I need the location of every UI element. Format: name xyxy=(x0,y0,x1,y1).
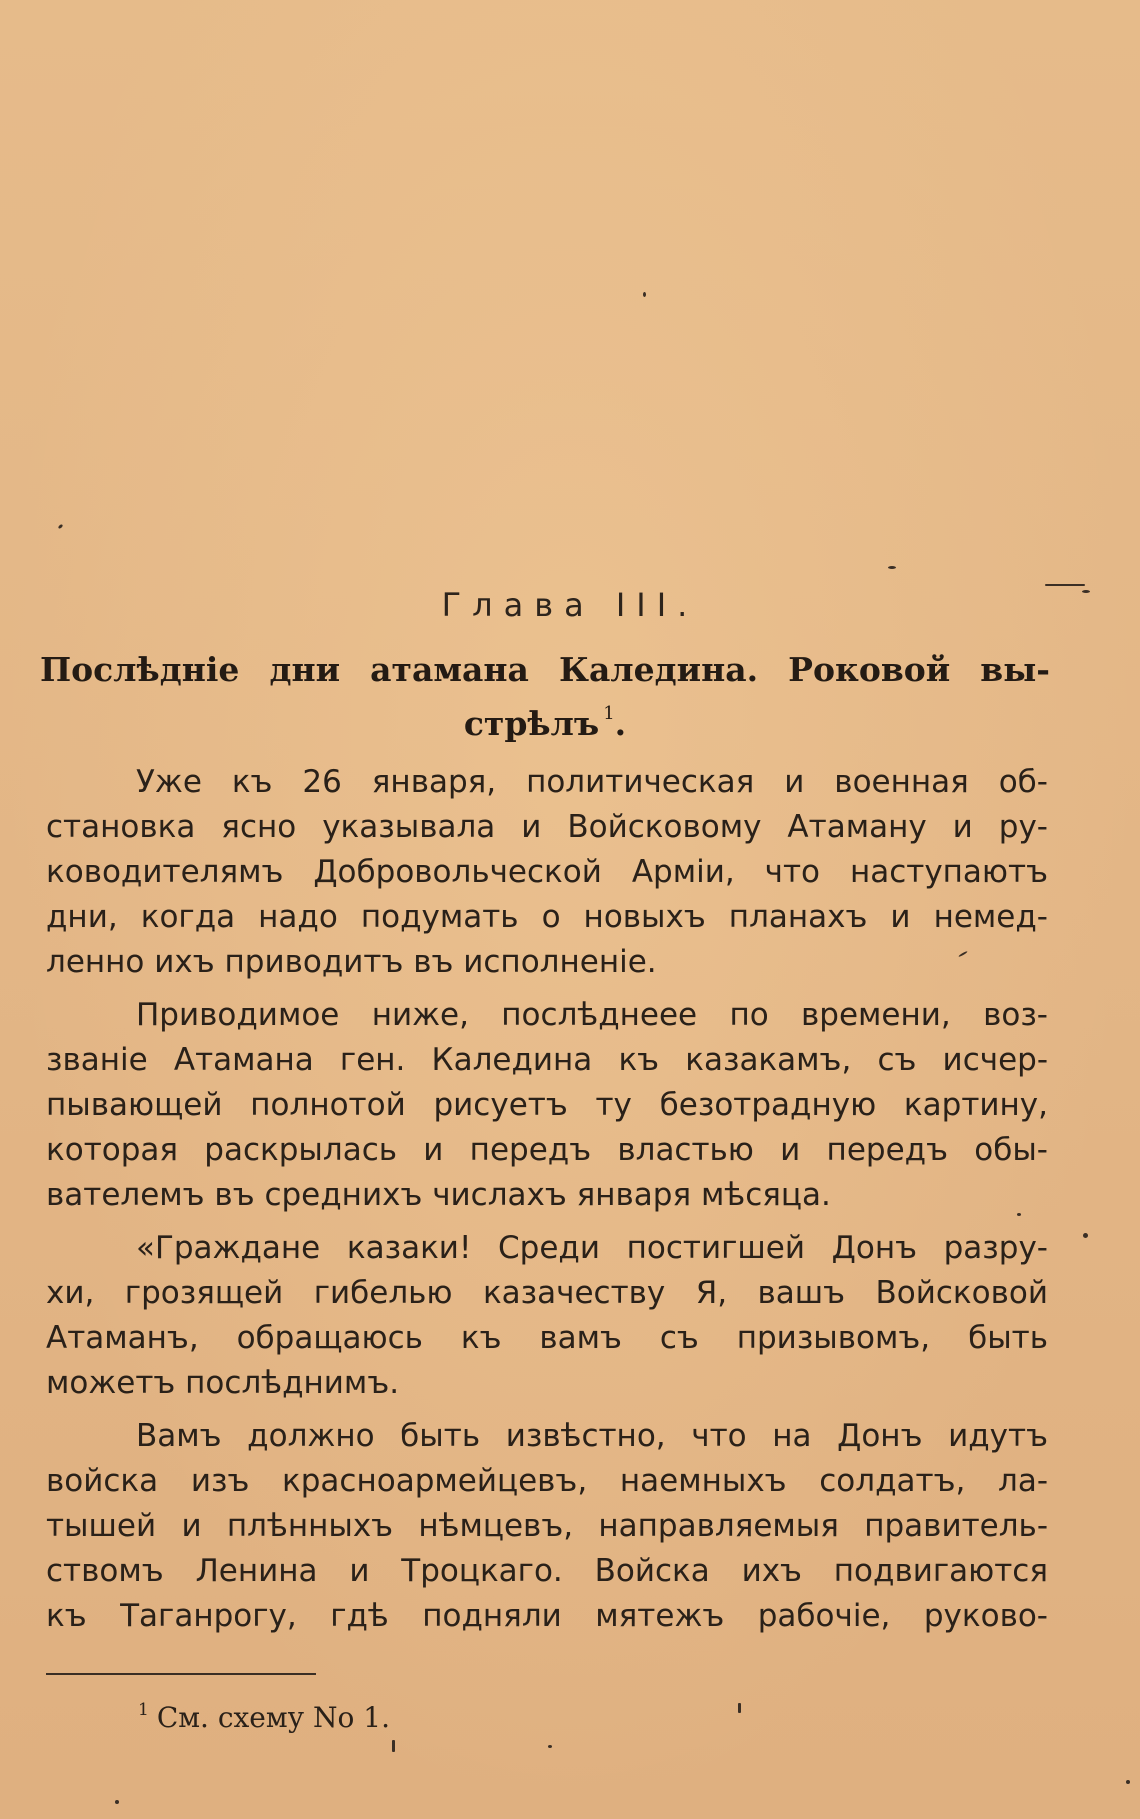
footnote-divider xyxy=(46,1673,316,1675)
text-line: хи, грозящей гибелью казачеству Я, вашъ Войсковой xyxy=(46,1275,1048,1311)
paragraph xyxy=(46,1414,1048,1639)
text-line: которая раскрылась и передъ властью и передъ обы- xyxy=(46,1132,1048,1168)
chapter-heading: Глава III. xyxy=(441,586,699,624)
text-line: вателемъ въ среднихъ числахъ января мѣсяца. xyxy=(46,1177,831,1213)
text-line: «Граждане казаки! Среди постигшей Донъ разру- xyxy=(136,1230,1048,1266)
text-line: Вамъ должно быть извѣстно, что на Донъ идутъ xyxy=(136,1418,1048,1454)
chapter-title-line-2-text: стрѣлъ xyxy=(463,704,600,743)
print-speck xyxy=(58,524,64,530)
footnote-reference: 1 xyxy=(603,703,615,724)
print-speck xyxy=(1083,1233,1088,1238)
body-text xyxy=(46,760,1048,1647)
text-line: пывающей полнотой рисуетъ ту безотрадную картину, xyxy=(46,1087,1048,1123)
print-speck xyxy=(643,292,646,297)
text-line: Приводимое ниже, послѣднееe по времени, воз- xyxy=(136,997,1048,1033)
text-line: можетъ послѣднимъ. xyxy=(46,1365,400,1401)
footnote-text: См. схему No 1. xyxy=(156,1701,391,1734)
text-line: тышей и плѣнныхъ нѣмцевъ, направляемыя правитель- xyxy=(46,1508,1048,1544)
chapter-title-line-2 xyxy=(40,692,1050,746)
text-line: Уже къ 26 января, политическая и военная об- xyxy=(136,764,1048,800)
text-line: ководителямъ Добровольческой Арміи, что наступаютъ xyxy=(46,854,1048,890)
text-line: войска изъ красноармейцевъ, наемныхъ солдатъ, ла- xyxy=(46,1463,1048,1499)
text-line: званіе Атамана ген. Каледина къ казакамъ, съ исчер- xyxy=(46,1042,1048,1078)
chapter-title xyxy=(40,648,1050,746)
print-speck xyxy=(888,566,896,569)
print-speck xyxy=(1017,1213,1021,1216)
chapter-title-line-1: Послѣдніе дни атамана Каледина. Роковой вы- xyxy=(40,650,1050,689)
title-period: . xyxy=(614,704,627,743)
footnote xyxy=(138,1700,390,1734)
paragraph xyxy=(46,993,1048,1218)
print-speck xyxy=(1045,584,1085,586)
print-speck xyxy=(1126,1780,1130,1784)
paragraph xyxy=(46,1226,1048,1406)
text-line: Атаманъ, обращаюсь къ вамъ съ призывомъ, быть xyxy=(46,1320,1048,1356)
print-speck xyxy=(738,1703,741,1713)
footnote-marker: 1 xyxy=(138,1700,149,1720)
print-speck xyxy=(392,1740,395,1752)
text-line: дни, когда надо подумать о новыхъ планахъ и немед- xyxy=(46,899,1048,935)
print-speck xyxy=(1082,590,1090,593)
paragraph xyxy=(46,760,1048,985)
print-speck xyxy=(548,1745,552,1748)
text-line: ствомъ Ленина и Троцкаго. Войска ихъ подвигаются xyxy=(46,1553,1048,1589)
text-line: становка ясно указывала и Войсковому Атаману и ру- xyxy=(46,809,1048,845)
text-line: къ Таганрогу, гдѣ подняли мятежъ рабочіе, руково- xyxy=(46,1598,1048,1634)
print-speck xyxy=(115,1800,119,1804)
text-line: ленно ихъ приводитъ въ исполненіе. xyxy=(46,944,657,980)
